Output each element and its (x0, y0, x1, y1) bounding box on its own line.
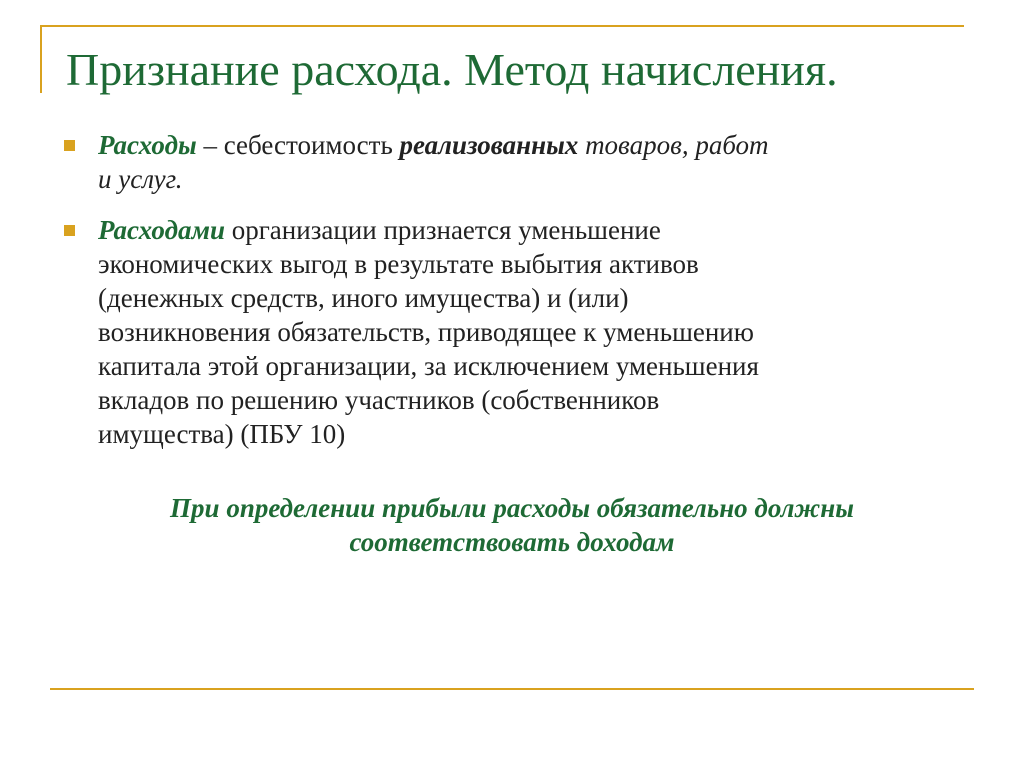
square-bullet-icon (64, 225, 75, 236)
bullet-line: организации признается уменьшение (224, 215, 661, 245)
frame-left-line (40, 25, 42, 93)
slide-title: Признание расхода. Метод начисления. (66, 44, 838, 95)
term-expenses-instrumental: Расходами (98, 215, 225, 245)
square-bullet-icon (64, 140, 75, 151)
bullet-text (98, 213, 968, 451)
conclusion-line1: При определении прибыли расходы обязательно должны (170, 493, 854, 523)
frame-top-line (40, 25, 964, 27)
bullet-text (98, 128, 968, 196)
italic-tail-line1: товаров, работ (578, 130, 769, 160)
conclusion-line2: соответствовать доходам (349, 527, 675, 557)
emphasis-realized: реализованных (399, 130, 579, 160)
bullet-line: возникновения обязательств, приводящее к уменьшению (98, 317, 754, 347)
bullet-line: имущества) (ПБУ 10) (98, 419, 346, 449)
bullet-dash-text: – себестоимость (196, 130, 400, 160)
bullet-line: экономических выгод в результате выбытия активов (98, 249, 699, 279)
bullet-line: вкладов по решению участников (собственников (98, 385, 660, 415)
frame-bottom-line (50, 688, 974, 690)
bullet-line: (денежных средств, иного имущества) и (или) (98, 283, 629, 313)
conclusion-note (60, 491, 964, 559)
term-expenses: Расходы (98, 130, 197, 160)
italic-tail-line2: и услуг. (98, 164, 183, 194)
bullet-line: капитала этой организации, за исключением уменьшения (98, 351, 759, 381)
